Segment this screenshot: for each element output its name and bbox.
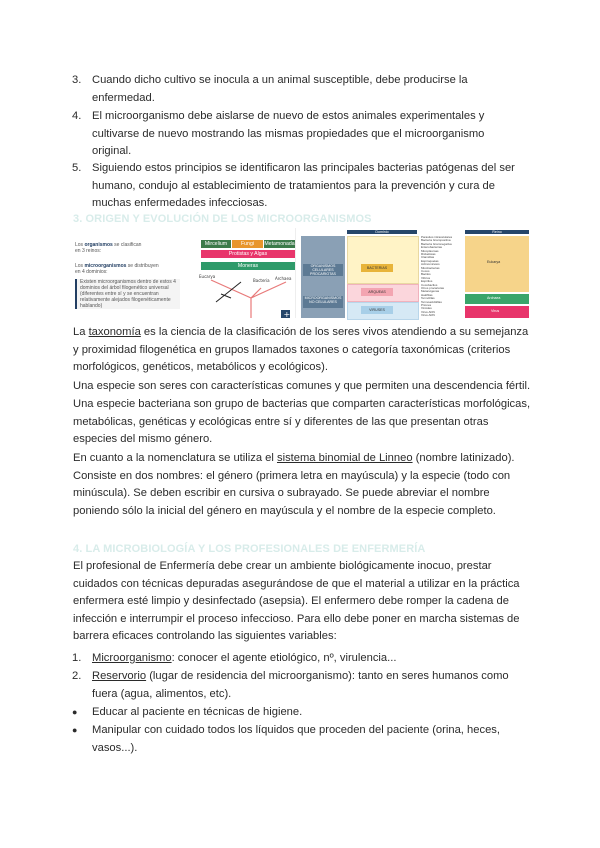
list-item [72,650,522,668]
list-term: Reservorio [92,670,147,682]
section-heading: 4. LA MICROBIOLOGÍA Y LOS PROFESIONALES DE ENFERMERÍA [73,543,426,555]
figure-tag: VIRUSES [361,306,393,314]
figure-list-item: Termoacidófilas [421,299,442,304]
phylo-tree-svg [191,272,295,318]
taxonomy-term: taxonomía [88,326,141,338]
figure-list-item: Enterobacterias [421,245,443,250]
nomenclature-paragraph: En cuanto a la nomenclatura se utiliza el sistema binomial de Linneo (nombre latinizado). Consiste en dos nombres: el género (primera letra en mayúscula) y la especie (todo con minúscula). Se deben escribir en cursiva o subrayado. Se puede abreviar el nombre poniendo sólo la inicial del género en mayúscula y el nombre de la especie completo. [73,452,515,517]
list-item [72,108,522,161]
bullet: ● [72,707,78,717]
figure-list-item: Rickettsias [421,252,436,256]
figure-list-item: Vibrios [421,275,431,280]
figure-list-item: Virus ADN [421,309,435,314]
figure-list-item: Clamidias [421,255,435,260]
figure-text: Los organismos se clasifican en 3 reinos: [75,242,142,254]
figure-list-item: Cocobacilos [421,282,438,287]
bacterial-species-paragraph: Una especie bacteriana son grupo de bacterias que comparten características morfológicas, metabólicas, genéticas y ecológicas entre sí y diferentes de las que presentan otras especies del mismo género. [73,398,531,446]
figure-list-item: Metanógenas [421,289,440,294]
figure-box: ORGANISMOS CELULARES PROCARIOTAS [303,264,343,276]
list-item [72,704,522,722]
figure-column [347,236,419,284]
taxonomy-paragraph: La taxonomía es la ciencia de la clasificación de los seres vivos atendiendo a su semejanza y proximidad filogenética en grupos llamados taxones o categoría taxonómicas (criterios morfológicos, genéticos, metabólicos y ecológicos). [73,326,529,374]
figure-right-panel [301,228,529,318]
section-heading: 3. ORIGEN Y EVOLUCIÓN DE LOS MICROORGANISMOS [73,213,372,225]
figure-list-item: Viroides [421,306,432,311]
species-paragraph: Una especie son seres con características comunes y que permiten una descendencia fértil. [73,380,531,392]
box-kingdom: Mircelium [201,240,231,248]
figure-list [421,236,463,318]
classification-figure [73,228,529,318]
figure-list-item: Virus ARN [421,313,435,318]
figure-list-item: Bacteria Gramnegativa [421,241,452,246]
column-label: Virus [491,309,500,313]
figure-tag: BACTERIAS [361,264,393,272]
linneo-term: sistema binomial de Linneo [276,452,413,464]
figure-list-item: Espirilos [421,279,433,284]
box-kingdom: Moneras [201,262,295,270]
plus-sign: + [283,310,291,318]
bullet: ● [72,725,78,735]
phylo-tree-branches [211,280,286,318]
column-label: Archaea [487,296,501,300]
box-kingdom: Fungi [232,240,263,248]
list-text: : conocer el agente etiológico, nº, virulencia... [171,652,397,664]
list-text: Cuando dicho cultivo se inocula a un animal susceptible, debe producirse la enfermedad. [92,74,468,104]
list-term: Microorganismo [92,652,172,664]
list-number: 3. [72,74,82,86]
figure-box: MICROORGANISMOS NO CELULARES [303,296,343,308]
figure-note: Existen microorganismos dentro de estos 4 dominios del árbol filogenético universal (diferentes entre sí y se encuentran relativamente alejados filogenéticamente hablando) [75,279,180,309]
figure-list-item: Bacteria Grampositiva [421,238,451,243]
column-label: Eukarya [487,260,501,264]
list-number: 1. [72,652,82,664]
figure-list-item: Cocos [421,269,430,273]
list-number: 2. [72,670,82,682]
list-item [72,722,522,757]
figure-list-item: Micoplasmas [421,248,439,253]
list-text: Siguiendo estos principios se identificaron las principales bacterias patógenas del ser humano, condujo al establecimiento de tratamientos para la prevención y cura de muchas enfermedades infecciosas. [92,162,515,210]
list-text: Manipular con cuidado todos los líquidos que proceden del paciente (orina, heces, vasos...). [92,724,500,754]
tree-label: Archaea [275,276,292,281]
nursing-paragraph: El profesional de Enfermería debe crear un ambiente biológicamente inocuo, prestar cuidados con técnicas depuradas asegurándose de que el material a utilizar en la práctica enfermera esté limpio y desinfectado (asepsia). El enfermero debe romper la cadena de infección e interrumpir el proceso infeccioso. Para ello debe poner en marcha sistemas de barrera eficaces controlando las siguientes variables: [73,560,520,643]
list-number: 4. [72,110,82,122]
box-kingdom: Metamonada [264,241,295,247]
figure-list-item: Bacilos [421,272,431,277]
list-number: 5. [72,162,82,174]
list-text: El microorganismo debe aislarse de nuevo de estos animales experimentales y cultivarse de nuevo mostrando las mismas propiedades que el microorganismo original. [92,110,485,158]
figure-text: Los microorganismos se distribuyen en 4 dominios: [75,263,159,275]
list-text: (lugar de residencia del microorganismo): tanto en seres humanos como fuera (agua, alimentos, etc). [92,670,509,700]
figure-list-item: Halófilas [421,292,433,297]
figure-list-item: Micobacterias [421,265,440,270]
list-text: Educar al paciente en técnicas de higiene. [92,706,303,718]
list-item [72,668,522,703]
figure-list-item: Actinomicetos [421,262,440,267]
table-header: Reino [465,230,529,234]
figure-list-item: Espiroquetas [421,258,439,263]
list-item [72,160,522,213]
table-header: Dominio [347,230,417,234]
list-item [72,72,522,107]
figure-list-item: Parasitos intracelulares [421,235,453,239]
tree-label: Eucarya [199,274,216,279]
tree-label: Bacteria [253,278,270,283]
figure-list-item: Termófilas [421,296,435,301]
box-kingdom: Protistas y Algas [201,250,295,258]
figure-tag: ARQUEAS [361,288,393,296]
figure-list-item: Otros procariotas [421,286,445,290]
figure-list-item: Priones [421,303,432,307]
figure-left-panel [73,228,296,318]
